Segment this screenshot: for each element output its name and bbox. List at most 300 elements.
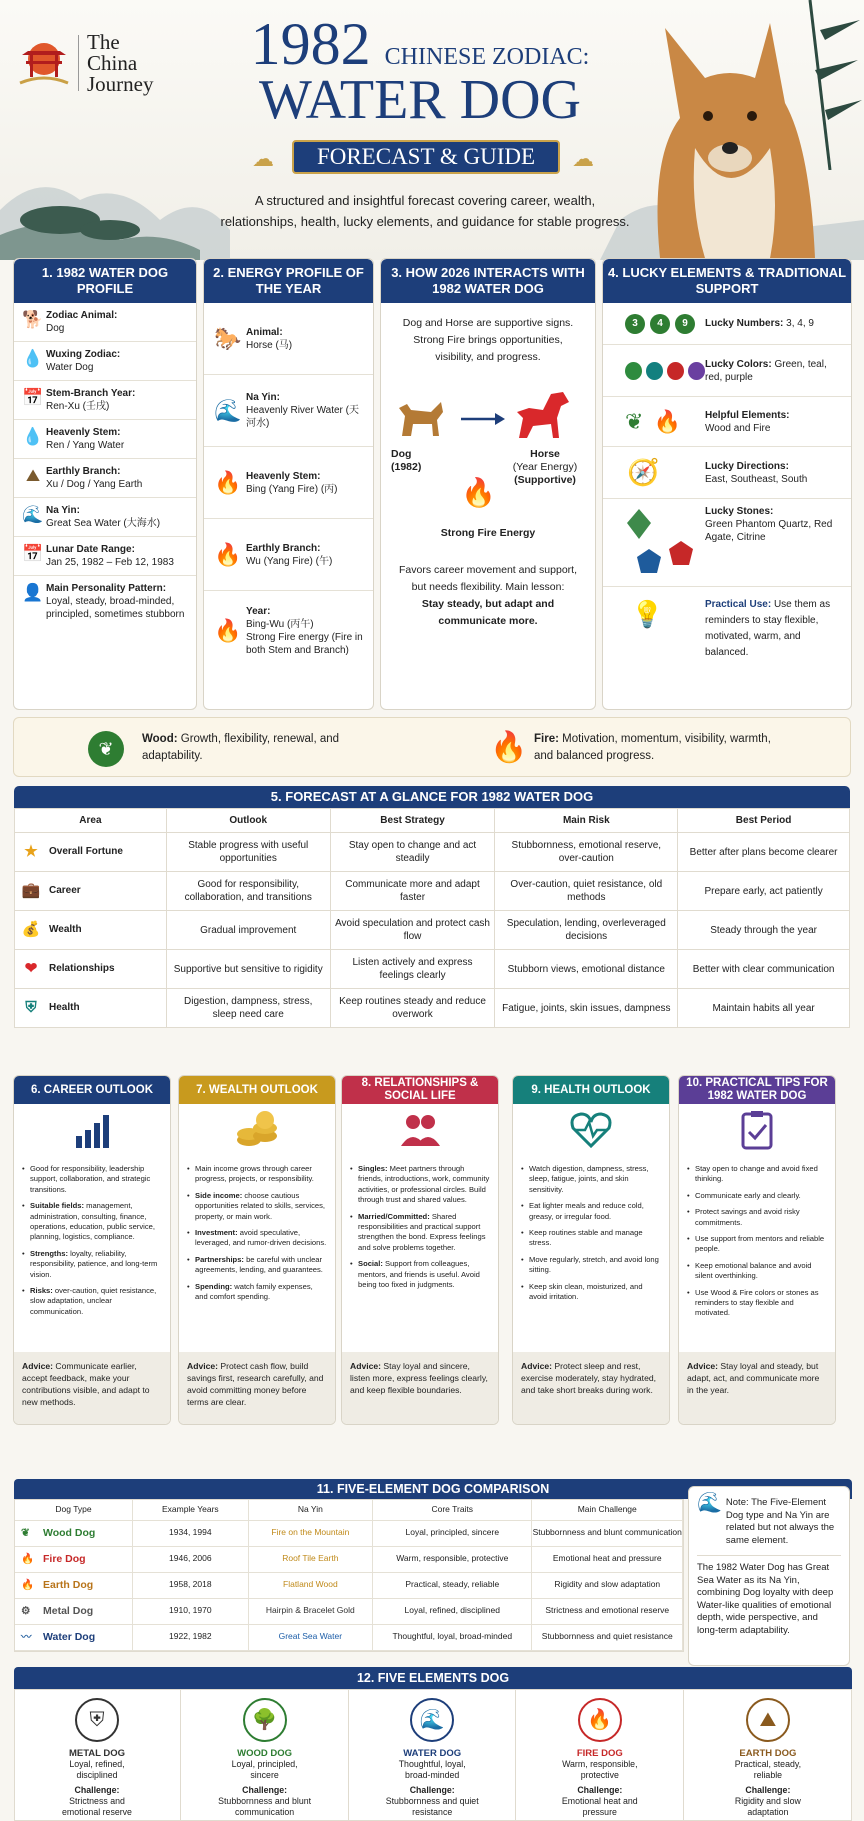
challenge-label: Challenge: — [745, 1785, 791, 1795]
lucky-number-badge: 4 — [650, 314, 670, 334]
ribbon-cloud-right: ☁ — [572, 146, 594, 171]
forecast-row — [15, 833, 850, 872]
comparison-column-header: Main Challenge — [532, 1500, 683, 1520]
five-elements-header: 12. FIVE ELEMENTS DOG — [14, 1667, 852, 1689]
energy-value: Horse (马) — [246, 339, 293, 351]
forecast-period: Steady through the year — [678, 911, 850, 950]
core-traits: Practical, steady, reliable — [373, 1572, 532, 1598]
outlook-bullets — [179, 1156, 335, 1302]
outlook-bullet — [350, 1212, 490, 1254]
bullet-text: loyalty, reliability, responsibility, patience, and long-term vision. — [30, 1248, 158, 1279]
forecast-outlook: Stable progress with useful opportunities — [166, 833, 330, 872]
outlook-bullets — [342, 1156, 498, 1290]
energy-text — [246, 391, 367, 430]
lightbulb-icon: 💡 — [631, 599, 664, 629]
forecast-area — [15, 872, 167, 911]
dog-element-name: EARTH DOG — [739, 1748, 797, 1759]
bullet-text: Main income grows through career progress, projects, or responsibility. — [195, 1164, 314, 1184]
main-challenge: Emotional heat and pressure — [532, 1546, 683, 1572]
dog-type-name: Metal Dog — [43, 1604, 94, 1617]
dog-type-cell — [15, 1546, 133, 1572]
comparison-row — [15, 1624, 683, 1650]
horse-icon — [513, 388, 573, 443]
money-bag-icon: 💰 — [21, 921, 41, 939]
profile-value: Water Dog — [46, 362, 94, 373]
blue-gem-icon — [637, 549, 661, 573]
challenge-label: Challenge: — [409, 1785, 455, 1795]
dog-element-name: WOOD DOG — [237, 1748, 293, 1759]
fire-icon: 🔥 — [214, 618, 242, 644]
wave-icon: 🌊 — [214, 397, 242, 423]
bullet-text: Meet partners through friends, introductions, work, community activities, or professional circles. Build through trust and shared values. — [358, 1164, 490, 1205]
comparison-table — [15, 1500, 683, 1651]
energy-row — [204, 375, 373, 447]
profile-list — [14, 303, 196, 627]
profile-text — [46, 582, 190, 621]
outlook-bullets — [513, 1156, 669, 1302]
five-element-dog — [684, 1690, 851, 1821]
forecast-area-label: Wealth — [49, 924, 82, 936]
lucky-number-badge: 3 — [625, 314, 645, 334]
outlook-header: 9. HEALTH OUTLOOK — [513, 1076, 669, 1104]
bullet-text: watch family expenses, and comfort spending. — [195, 1281, 313, 1302]
outlook-bullet — [22, 1249, 162, 1280]
profile-row — [14, 459, 196, 498]
dog-element-traits: Thoughtful, loyal, broad-minded — [398, 1759, 466, 1780]
energy-text — [246, 326, 367, 352]
forecast-strategy: Keep routines steady and reduce overwork — [330, 989, 495, 1028]
profile-value: Ren / Yang Water — [46, 440, 125, 451]
outlook-column — [178, 1075, 336, 1425]
forecast-risk: Speculation, lending, overleveraged decisions — [495, 911, 678, 950]
example-years: 1934, 1994 — [133, 1520, 249, 1546]
profile-value: Xu / Dog / Yang Earth — [46, 479, 143, 490]
forecast-column-header: Best Strategy — [330, 809, 495, 833]
dog-element-challenge: Rigidity and slow adaptation — [734, 1796, 801, 1817]
interacts-header: 3. HOW 2026 INTERACTS WITH 1982 WATER DOG — [381, 259, 595, 303]
forecast-risk: Stubborn views, emotional distance — [495, 950, 678, 989]
bullet-label: Spending: — [195, 1281, 233, 1291]
na-yin: Roof Tile Earth — [248, 1546, 373, 1572]
practical-row — [603, 587, 851, 667]
interacts-intro: Dog and Horse are supportive signs. Strong Fire brings opportunities, visibility, and progress. — [402, 317, 574, 363]
dog-element-challenge: Strictness and emotional reserve — [62, 1796, 132, 1817]
brand-logo[interactable] — [18, 28, 198, 98]
forecast-column-header: Outlook — [166, 809, 330, 833]
comparison-table-wrapper — [14, 1499, 684, 1652]
outlook-bullet — [187, 1282, 327, 1303]
dog-label — [391, 448, 451, 474]
five-element-dog — [182, 1690, 349, 1821]
bullet-text: Move regularly, stretch, and avoid long sitting. — [529, 1254, 659, 1275]
advice-text: Communicate earlier, accept feedback, make your contributions visible, and adapt to new methods. — [22, 1361, 150, 1407]
forecast-table-wrapper — [14, 808, 850, 1028]
energy-header: 2. ENERGY PROFILE OF THE YEAR — [204, 259, 373, 303]
dog-type-cell — [15, 1624, 133, 1650]
outlook-bullet — [687, 1164, 827, 1185]
bullet-text: Good for responsibility, leadership support, collaboration, and strategic transitions. — [30, 1164, 151, 1194]
outlook-bullet — [187, 1164, 327, 1185]
energy-row — [204, 519, 373, 591]
forecast-outlook: Supportive but sensitive to rigidity — [166, 950, 330, 989]
horse-sub2: (Supportive) — [514, 474, 576, 486]
na-yin: Great Sea Water — [248, 1624, 373, 1650]
forecast-header: 5. FORECAST AT A GLANCE FOR 1982 WATER DOG — [14, 786, 850, 808]
outlook-header: 7. WEALTH OUTLOOK — [179, 1076, 335, 1104]
element-icons — [609, 407, 705, 437]
outlook-advice — [513, 1352, 669, 1424]
fire-text — [534, 731, 784, 765]
practical-value: Use them as reminders to stay flexible, motivated, warm, and balanced. — [705, 599, 831, 658]
forecast-column-header: Area — [15, 809, 167, 833]
bullet-text: Communicate early and clearly. — [695, 1190, 801, 1200]
logo-divider — [78, 35, 79, 91]
bullet-text: choose cautious opportunities related to skills, services, property, or main work. — [195, 1190, 325, 1221]
bullet-label: Social: — [358, 1259, 383, 1269]
bullet-label: Risks: — [30, 1286, 53, 1296]
outlook-column — [512, 1075, 670, 1425]
bullet-label: Partnerships: — [195, 1254, 244, 1264]
forecast-column-header: Best Period — [678, 809, 850, 833]
na-yin: Hairpin & Bracelet Gold — [248, 1598, 373, 1624]
fire-icon: 🔥 — [21, 1578, 35, 1591]
main-challenge: Stubbornness and blunt communication — [532, 1520, 683, 1546]
bamboo-decoration — [790, 0, 864, 170]
energy-value: Heavenly River Water (天河水) — [246, 405, 359, 429]
mountain-icon: ⛰ — [746, 1698, 790, 1742]
profile-row — [14, 381, 196, 420]
outlook-bullet — [687, 1207, 827, 1228]
forecast-area — [15, 989, 167, 1028]
brand-name-line2: China — [87, 50, 138, 75]
forecast-area-label: Career — [49, 885, 81, 897]
energy-value: Bing (Yang Fire) (丙) — [246, 483, 338, 495]
wave-icon: 🌊 — [697, 1492, 722, 1514]
example-years: 1946, 2006 — [133, 1546, 249, 1572]
energy-value: Bing-Wu (丙午) — [246, 619, 314, 630]
interacts-outro: Favors career movement and support, but needs flexibility. Main lesson: — [399, 564, 577, 594]
person-icon: 👤 — [22, 583, 44, 602]
outlook-advice — [14, 1352, 170, 1424]
advice-text: Stay loyal and steady, but adapt, act, and communicate more in the year. — [687, 1361, 820, 1395]
bullet-text: Use Wood & Fire colors or stones as reminders to stay flexible and motivated. — [695, 1287, 819, 1318]
outlook-bullet — [521, 1282, 661, 1303]
heart-pulse-icon — [513, 1104, 669, 1156]
dog-type-name: Wood Dog — [43, 1526, 96, 1539]
dog-icon — [397, 396, 447, 441]
outlook-header: 6. CAREER OUTLOOK — [14, 1076, 170, 1104]
comparison-header-row — [15, 1500, 683, 1520]
directions-row — [603, 447, 851, 499]
title-year: 1982 — [250, 11, 371, 77]
challenge-label: Challenge: — [242, 1785, 288, 1795]
ribbon-text: FORECAST & GUIDE — [316, 144, 536, 169]
energy-text — [246, 470, 367, 496]
brand-name-line3: Journey — [87, 71, 154, 96]
profile-label: Wuxing Zodiac: — [46, 349, 121, 360]
fire-label: Strong Fire Energy — [440, 527, 536, 539]
outlook-column — [341, 1075, 499, 1425]
forecast-area — [15, 833, 167, 872]
bullet-text: avoid speculative, leveraged, and rumor-driven decisions. — [195, 1228, 327, 1248]
dog-type-cell — [15, 1598, 133, 1624]
profile-row — [14, 498, 196, 537]
profile-text — [46, 504, 190, 530]
checklist-icon — [679, 1104, 835, 1156]
comparison-row — [15, 1598, 683, 1624]
bullet-label: Side income: — [195, 1190, 243, 1200]
wave-icon: 🌊 — [410, 1698, 454, 1742]
metal-icon: ⚙ — [21, 1604, 31, 1617]
bullet-label: Suitable fields: — [30, 1201, 85, 1211]
na-yin: Flatland Wood — [248, 1572, 373, 1598]
five-element-dog — [349, 1690, 516, 1821]
shield-icon: ⛨ — [25, 999, 37, 1017]
lucky-number-badge: 9 — [675, 314, 695, 334]
outlook-bullet — [687, 1288, 827, 1319]
forecast-body — [15, 833, 850, 1028]
dog-element-traits: Practical, steady, reliable — [734, 1759, 802, 1780]
profile-row — [14, 576, 196, 627]
note-second: The 1982 Water Dog has Great Sea Water as its Na Yin, combining Dog loyalty with deep Water-like qualities of emotional depth, wide perspective, and long-term adaptability. — [697, 1555, 841, 1637]
outlook-bullets — [14, 1156, 170, 1317]
arrow-right-icon — [461, 412, 505, 426]
forecast-period: Better with clear communication — [678, 950, 850, 989]
dog-type-name: Earth Dog — [43, 1578, 94, 1591]
profile-label: Na Yin: — [46, 505, 80, 516]
lucky-card — [602, 258, 852, 710]
forecast-risk: Over-caution, quiet resistance, old methods — [495, 872, 678, 911]
example-years: 1910, 1970 — [133, 1598, 249, 1624]
advice-label: Advice: — [350, 1361, 382, 1371]
elements-value: Wood and Fire — [705, 422, 771, 434]
outlook-header: 8. RELATIONSHIPS & SOCIAL LIFE — [342, 1076, 498, 1104]
dog-icon: 🐕 — [22, 310, 44, 329]
advice-text: Stay loyal and sincere, listen more, express feelings clearly, and keep flexible boundaries. — [350, 1361, 488, 1395]
color-swatch — [625, 362, 642, 380]
dog-type-cell — [15, 1520, 133, 1546]
compass-icon: 🧭 — [627, 456, 660, 487]
fire-label-banner: Fire: — [534, 733, 559, 745]
profile-text — [46, 387, 190, 413]
lucky-header: 4. LUCKY ELEMENTS & TRADITIONAL SUPPORT — [603, 259, 851, 303]
heart-icon: ❤ — [24, 960, 38, 978]
comparison-row — [15, 1546, 683, 1572]
dog-element-challenge: Stubbornness and quiet resistance — [385, 1796, 479, 1817]
elements-label: Helpful Elements: — [705, 409, 790, 421]
outlook-bullet — [187, 1228, 327, 1249]
forecast-table — [14, 808, 850, 1028]
water-drop-icon: 💧 — [22, 349, 44, 368]
outlook-header: 10. PRACTICAL TIPS FOR 1982 WATER DOG — [679, 1076, 835, 1104]
bullet-text: Watch digestion, dampness, stress, sleep, fatigue, joints, and skin sensitivity. — [529, 1164, 649, 1194]
helpful-elements-row — [603, 397, 851, 447]
briefcase-icon: 💼 — [21, 882, 41, 900]
lucky-numbers-label: Lucky Numbers: — [705, 318, 784, 329]
stones-label: Lucky Stones: — [705, 506, 774, 517]
dog-type-name: Water Dog — [43, 1630, 96, 1643]
energy-card — [203, 258, 374, 710]
bullet-text: Use support from mentors and reliable people. — [695, 1234, 825, 1254]
color-swatches — [609, 362, 705, 380]
outlook-bullet — [521, 1164, 661, 1195]
profile-row — [14, 420, 196, 459]
forecast-period: Better after plans become clearer — [678, 833, 850, 872]
pagoda-logo-icon — [18, 33, 70, 93]
energy-text — [246, 542, 367, 568]
advice-label: Advice: — [187, 1361, 219, 1371]
na-yin: Fire on the Mountain — [248, 1520, 373, 1546]
page-subtitle — [180, 190, 670, 232]
elements-banner — [13, 717, 851, 777]
energy-list — [204, 303, 373, 671]
profile-text — [46, 309, 190, 335]
dog-label-text: Dog — [391, 448, 412, 460]
interacts-card — [380, 258, 596, 710]
advice-text: Protect sleep and rest, exercise moderately, stay hydrated, and take short breaks during work. — [521, 1361, 657, 1395]
energy-row — [204, 447, 373, 519]
comparison-header: 11. FIVE-ELEMENT DOG COMPARISON — [14, 1479, 852, 1499]
challenge-label: Challenge: — [74, 1785, 120, 1795]
example-years: 1922, 1982 — [133, 1624, 249, 1650]
bullet-text: Keep routines stable and manage stress. — [529, 1228, 643, 1248]
fire-icon: 🔥 — [461, 477, 496, 508]
stones-value: Green Phantom Quartz, Red Agate, Citrine — [705, 519, 833, 543]
red-gem-icon — [669, 541, 693, 565]
metal-shield-icon: ⛨ — [75, 1698, 119, 1742]
profile-header: 1. 1982 WATER DOG PROFILE — [14, 259, 196, 303]
bullet-label: Singles: — [358, 1164, 388, 1173]
core-traits: Loyal, refined, disciplined — [373, 1598, 532, 1624]
outlook-bullets — [679, 1156, 835, 1319]
forecast-strategy: Avoid speculation and protect cash flow — [330, 911, 495, 950]
profile-label: Earthly Branch: — [46, 466, 121, 477]
forecast-row — [15, 872, 850, 911]
advice-label: Advice: — [687, 1361, 719, 1371]
color-swatch — [688, 362, 705, 380]
brand-name-line1: The — [87, 29, 120, 54]
bullet-text: over-caution, quiet resistance, slow adaptation, unclear communication. — [30, 1286, 157, 1316]
lucky-colors-row — [603, 345, 851, 397]
forecast-period: Prepare early, act patiently — [678, 872, 850, 911]
energy-row — [204, 303, 373, 375]
example-years: 1958, 2018 — [133, 1572, 249, 1598]
dog-element-traits: Warm, responsible, protective — [562, 1759, 638, 1780]
bullet-text: Protect savings and avoid risky commitments. — [695, 1207, 800, 1227]
title-line1-rest: CHINESE ZODIAC: — [384, 44, 590, 70]
profile-label: Lunar Date Range: — [46, 544, 135, 555]
energy-label: Year: — [246, 606, 271, 617]
comparison-column-header: Na Yin — [248, 1500, 373, 1520]
dog-year-text: (1982) — [391, 461, 422, 473]
main-challenge: Strictness and emotional reserve — [532, 1598, 683, 1624]
forecast-row — [15, 950, 850, 989]
dog-element-traits: Loyal, refined, disciplined — [69, 1759, 125, 1780]
outlook-bullet — [687, 1234, 827, 1255]
forecast-header-row — [15, 809, 850, 833]
interacts-lesson: Stay steady, but adapt and communicate more. — [421, 598, 555, 628]
profile-value: Jan 25, 1982 – Feb 12, 1983 — [46, 557, 174, 568]
bullet-label: Married/Committed: — [358, 1211, 430, 1221]
outlook-bullet — [22, 1164, 162, 1195]
outlook-advice — [679, 1352, 835, 1424]
dog-element-name: WATER DOG — [403, 1748, 462, 1759]
forecast-risk: Fatigue, joints, skin issues, dampness — [495, 989, 678, 1028]
fire-icon: 🔥 — [214, 469, 242, 495]
energy-extra: Strong Fire energy (Fire in both Stem and Branch) — [246, 632, 363, 656]
energy-label: Earthly Branch: — [246, 542, 321, 554]
comparison-column-header: Dog Type — [15, 1500, 133, 1520]
energy-label: Animal: — [246, 326, 283, 338]
bar-chart-icon — [14, 1104, 170, 1156]
bullet-label: Strengths: — [30, 1248, 68, 1258]
fire-icon: 🔥 — [21, 1552, 35, 1565]
energy-label: Na Yin: — [246, 392, 280, 403]
bullet-text: Shared responsibilities and practical support strengthen the bond. Express feelings and solve problems together. — [358, 1211, 486, 1252]
subtitle-line2: relationships, health, lucky elements, and guidance for stable progress. — [220, 214, 630, 229]
page-title — [200, 11, 640, 131]
ribbon-cloud-left: ☁ — [252, 146, 274, 171]
leaf-icon: ❦ — [625, 408, 644, 434]
wave-icon: 🌊 — [22, 505, 44, 524]
wood-description: Growth, flexibility, renewal, and adaptability. — [142, 733, 340, 762]
forecast-outlook: Digestion, dampness, stress, sleep need care — [166, 989, 330, 1028]
main-challenge: Rigidity and slow adaptation — [532, 1572, 683, 1598]
mountain-icon: ⛰ — [25, 466, 41, 485]
forecast-strategy: Stay open to change and act steadily — [330, 833, 495, 872]
profile-value: Great Sea Water (大海水) — [46, 518, 161, 529]
note-first: Note: The Five-Element Dog type and Na Yin are related but not always the same element. — [725, 1497, 835, 1546]
outlook-bullet — [22, 1201, 162, 1243]
fire-description: Motivation, momentum, visibility, warmth, and balanced progress. — [534, 733, 771, 762]
profile-label: Zodiac Animal: — [46, 310, 118, 321]
forecast-column-header: Main Risk — [495, 809, 678, 833]
profile-text — [46, 543, 190, 569]
profile-text — [46, 465, 190, 491]
green-gem-icon — [627, 509, 651, 539]
outlook-column — [678, 1075, 836, 1425]
profile-text — [46, 348, 190, 374]
profile-text — [46, 426, 190, 452]
tree-icon: 🌳 — [243, 1698, 287, 1742]
bullet-text: Keep skin clean, moisturized, and avoid irritation. — [529, 1281, 643, 1302]
color-swatch — [646, 362, 663, 380]
core-traits: Warm, responsible, protective — [373, 1546, 532, 1572]
comparison-column-header: Core Traits — [373, 1500, 532, 1520]
stones-row — [603, 499, 851, 587]
outlook-bullet — [687, 1261, 827, 1282]
advice-label: Advice: — [22, 1361, 54, 1371]
dog-element-traits: Loyal, principled, sincere — [231, 1759, 298, 1780]
fire-icon: 🔥 — [214, 541, 242, 567]
bullet-text: be careful with unclear agreements, lending, and guarantees. — [195, 1254, 323, 1275]
dog-element-name: FIRE DOG — [576, 1748, 623, 1759]
dog-type-name: Fire Dog — [43, 1552, 86, 1565]
number-badges — [609, 314, 705, 334]
horse-label-text: Horse — [530, 448, 560, 460]
comparison-row — [15, 1520, 683, 1546]
title-line2: WATER DOG — [259, 69, 581, 131]
energy-value: Wu (Yang Fire) (午) — [246, 555, 333, 567]
advice-label: Advice: — [521, 1361, 553, 1371]
leaf-icon: ❦ — [21, 1526, 30, 1539]
comparison-column-header: Example Years — [133, 1500, 249, 1520]
wood-leaf-icon: ❦ — [88, 731, 124, 767]
forecast-area-label: Relationships — [49, 963, 115, 975]
outlook-bullet — [521, 1228, 661, 1249]
forecast-area-label: Health — [49, 1002, 80, 1014]
outlook-bullet — [187, 1255, 327, 1276]
